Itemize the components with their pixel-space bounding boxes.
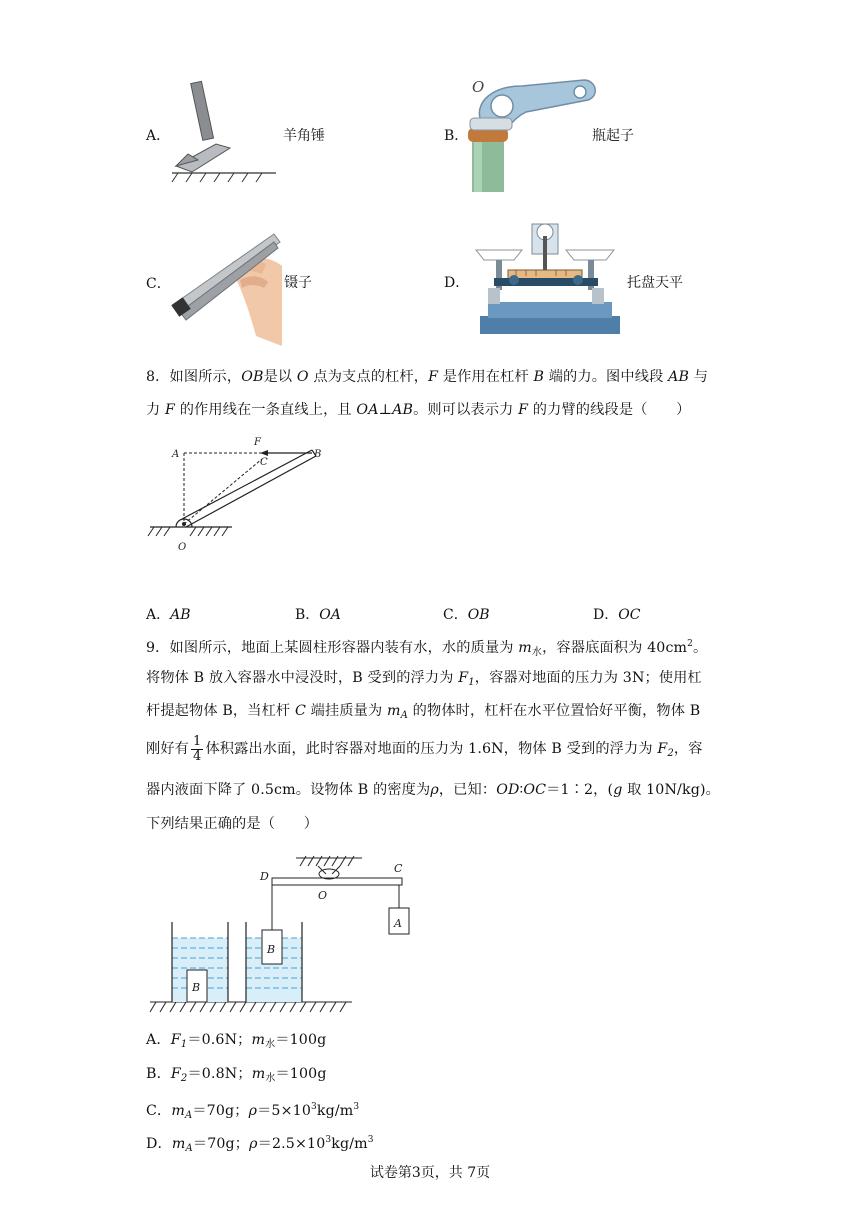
q8-option-d[interactable]: D．OC [593, 607, 641, 623]
pivot-o-label: O [472, 78, 485, 96]
tweezers-image [170, 226, 288, 348]
option-b-letter: B． [444, 128, 469, 144]
q9-line-6: 下列结果正确的是（ ） [146, 816, 319, 832]
claw-hammer-image [168, 78, 278, 186]
pan-balance-image [474, 218, 624, 336]
q9-option-b[interactable]: B．$F_2=0.8N$；$m_水=100g$ [146, 1066, 327, 1084]
option-a-letter: A． [146, 128, 171, 144]
q9-option-a[interactable]: A．$F_1=0.6N$；$m_水=100g$ [146, 1032, 327, 1050]
q8-line-2: 力 F 的作用线在一条直线上，且 OA⊥AB。则可以表示力 F 的力臂的线段是（ ） [146, 402, 691, 418]
label-b: B [314, 449, 322, 460]
q9-option-c[interactable]: C．$m_A=70g$；$\rho=5\times 10^3kg/m^3$ [146, 1102, 360, 1121]
label-d: D [260, 870, 269, 883]
q9-line-4: 刚好有 $\frac{1}{4}$ 体积露出水面，此时容器对地面的压力为 1.6N，物体 B 受到的浮力为 $F_2$，容 [146, 733, 703, 764]
bottle-opener-image [462, 72, 602, 190]
label-f: F [254, 437, 261, 448]
option-c-letter: C． [146, 276, 171, 292]
label-b-submerged: B [192, 981, 201, 994]
q8-line-1: 8．如图所示，OB是以 O 点为支点的杠杆，F 是作用在杠杆 B 端的力。图中线段 AB 与 [146, 369, 709, 385]
option-d-name: 托盘天平 [627, 275, 683, 291]
q9-line-1: 9．如图所示，地面上某圆柱形容器内装有水，水的质量为 $m_水$，容器底面积为 $40cm^2$。 [146, 639, 708, 658]
label-a: A [172, 449, 180, 460]
q9-line-2: 将物体 B 放入容器水中浸没时，B 受到的浮力为 $F_1$，容器对地面的压力为 3N；使用杠 [146, 670, 702, 688]
option-b-name: 瓶起子 [592, 128, 634, 144]
q9-line-3: 杆提起物体 B，当杠杆 C 端挂质量为 $m_A$ 的物体时，杠杆在水平位置恰好平衡，物体 B [146, 703, 701, 721]
label-c: C [394, 862, 403, 875]
option-c-name: 镊子 [284, 275, 312, 291]
label-a: A [394, 917, 402, 930]
label-o: O [318, 889, 328, 902]
q8-option-b[interactable]: B．OA [295, 607, 341, 623]
label-b-hanging: B [267, 943, 276, 956]
fraction-one-quarter: $\frac{1}{4}$ [193, 733, 202, 764]
page-footer: 试卷第3页，共 7页 [369, 1165, 491, 1181]
label-o: O [178, 542, 187, 553]
option-a-name: 羊角锤 [283, 128, 325, 144]
label-c: C [260, 457, 268, 468]
q8-option-c[interactable]: C．OB [443, 607, 490, 623]
q9-option-d[interactable]: D．$m_A=70g$；$\rho=2.5\times 10^3kg/m^3$ [146, 1135, 374, 1154]
lever-diagram-q8 [144, 432, 344, 556]
container-lever-diagram-q9 [146, 852, 403, 1014]
option-d-letter: D． [444, 275, 470, 291]
q9-line-5: 器内液面下降了 0.5cm。设物体 B 的密度为ρ，已知：OD∶OC＝1∶2，(g 取 10N/kg)。 [146, 782, 720, 798]
q8-option-a[interactable]: A．AB [146, 607, 191, 623]
